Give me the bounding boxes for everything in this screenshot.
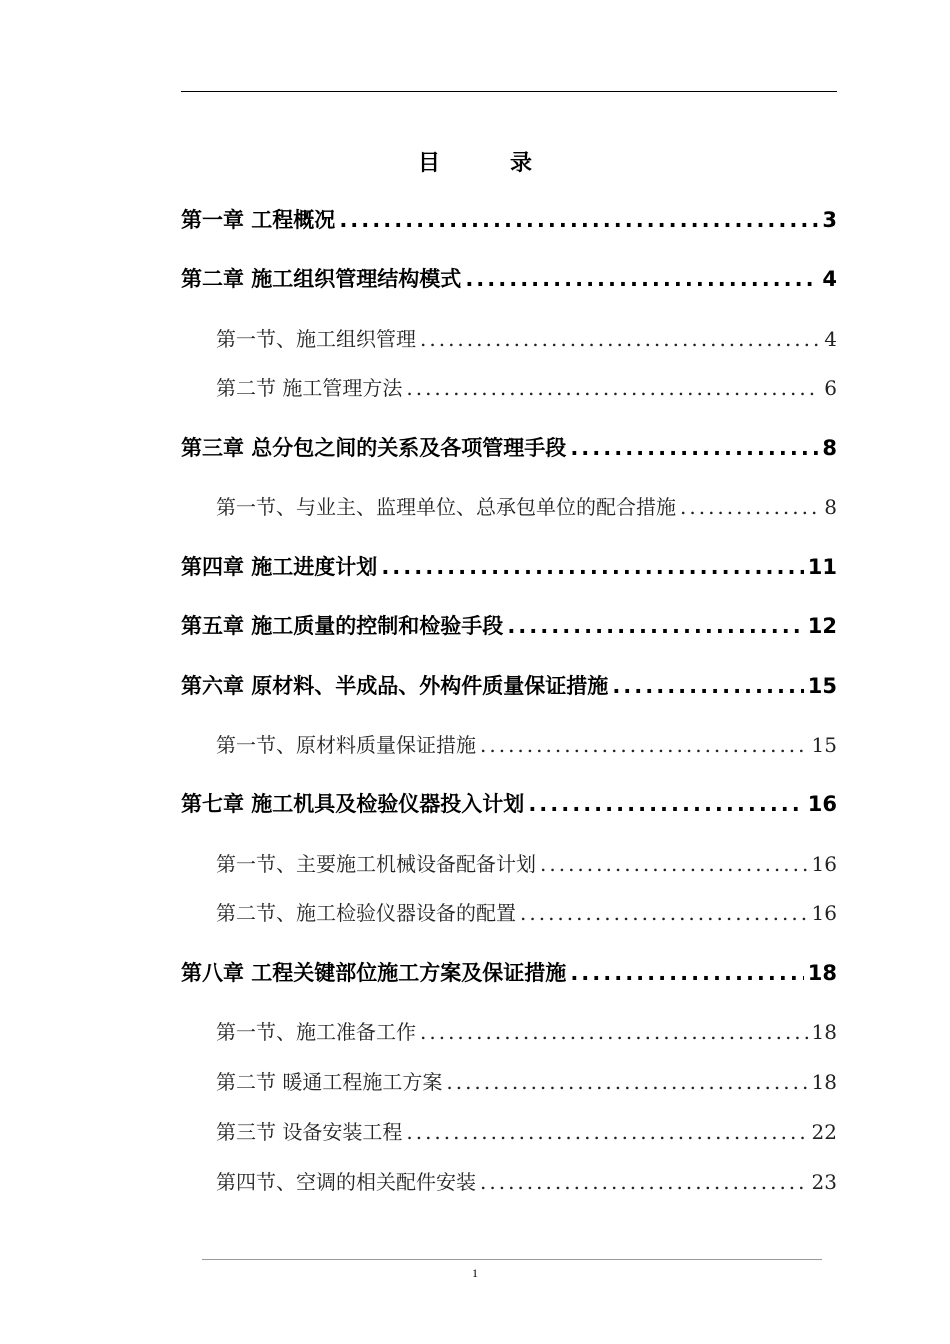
toc-entry-label: 第二节 暖通工程施工方案: [216, 1070, 443, 1094]
toc-entry-page: 8: [824, 495, 837, 519]
toc-entry[interactable]: [181, 1066, 837, 1098]
dot-leader: [680, 495, 820, 519]
toc-entry-label: 第一节、施工组织管理: [216, 327, 416, 351]
toc-entry-label: 第一节、原材料质量保证措施: [216, 733, 476, 757]
toc-entry[interactable]: [181, 848, 837, 880]
toc-entry-label: 第三章 总分包之间的关系及各项管理手段: [181, 436, 567, 460]
toc-entry-page: 16: [807, 792, 837, 816]
toc-entry[interactable]: [181, 1166, 837, 1198]
toc-entry-page: 3: [822, 208, 837, 232]
toc-entry-page: 6: [824, 376, 837, 400]
toc-title-char-1: 目: [417, 151, 440, 176]
toc-entry-page: 16: [811, 901, 837, 925]
toc-entry-label: 第一节、施工准备工作: [216, 1020, 416, 1044]
toc-entry-page: 18: [811, 1020, 837, 1044]
toc-entry-page: 18: [807, 961, 837, 985]
toc-entry-label: 第八章 工程关键部位施工方案及保证措施: [181, 961, 567, 985]
dot-leader: [406, 376, 820, 400]
toc-entry[interactable]: [181, 670, 837, 702]
footer-rule: [202, 1259, 822, 1260]
dot-leader: [446, 1070, 807, 1094]
toc-entry-label: 第一节、与业主、监理单位、总承包单位的配合措施: [216, 495, 676, 519]
toc-entry[interactable]: [181, 432, 837, 464]
header-rule: [181, 91, 837, 92]
toc-entry-page: 16: [811, 852, 837, 876]
dot-leader: [528, 792, 803, 816]
dot-leader: [406, 1120, 807, 1144]
dot-leader: [570, 961, 803, 985]
toc-entry-label: 第一节、主要施工机械设备配备计划: [216, 852, 536, 876]
toc-entry[interactable]: [181, 372, 837, 404]
toc-entry[interactable]: [181, 788, 837, 820]
toc-entry[interactable]: [181, 957, 837, 989]
toc-entry-page: 8: [822, 436, 837, 460]
dot-leader: [520, 901, 808, 925]
dot-leader: [507, 614, 803, 638]
toc-entry-page: 22: [811, 1120, 837, 1144]
dot-leader: [540, 852, 808, 876]
dot-leader: [480, 733, 808, 757]
toc-entry-label: 第五章 施工质量的控制和检验手段: [181, 614, 504, 638]
toc-entry-page: 4: [822, 267, 837, 291]
toc-entry[interactable]: [181, 1116, 837, 1148]
toc-title: [0, 146, 950, 177]
toc-entry-label: 第二章 施工组织管理结构模式: [181, 267, 462, 291]
toc-entry[interactable]: [181, 263, 837, 295]
toc-entry-label: 第二节 施工管理方法: [216, 376, 403, 400]
toc-entry-page: 11: [807, 555, 837, 579]
toc-entry-label: 第七章 施工机具及检验仪器投入计划: [181, 792, 525, 816]
toc-entry-page: 23: [811, 1170, 837, 1194]
toc-entry[interactable]: [181, 610, 837, 642]
page-number: 1: [472, 1266, 478, 1280]
toc-entry[interactable]: [181, 551, 837, 583]
toc-title-char-2: 录: [510, 151, 533, 176]
toc-entry-label: 第二节、施工检验仪器设备的配置: [216, 901, 516, 925]
toc-entry-page: 15: [811, 733, 837, 757]
toc-entry-page: 12: [807, 614, 837, 638]
dot-leader: [381, 555, 803, 579]
dot-leader: [570, 436, 818, 460]
dot-leader: [480, 1170, 808, 1194]
toc-entry-label: 第六章 原材料、半成品、外构件质量保证措施: [181, 674, 609, 698]
dot-leader: [339, 208, 818, 232]
dot-leader: [420, 1020, 808, 1044]
toc-entry-label: 第四节、空调的相关配件安装: [216, 1170, 476, 1194]
toc-entry[interactable]: [181, 1016, 837, 1048]
toc-entry[interactable]: [181, 491, 837, 523]
dot-leader: [612, 674, 803, 698]
dot-leader: [465, 267, 818, 291]
dot-leader: [420, 327, 820, 351]
toc-entry[interactable]: [181, 897, 837, 929]
toc-entry[interactable]: [181, 729, 837, 761]
toc-entry-page: 18: [811, 1070, 837, 1094]
toc-entry[interactable]: [181, 323, 837, 355]
toc-entry-page: 15: [807, 674, 837, 698]
toc-entry-label: 第四章 施工进度计划: [181, 555, 378, 579]
toc-entry-page: 4: [824, 327, 837, 351]
toc-entry[interactable]: [181, 204, 837, 236]
toc-entry-label: 第三节 设备安装工程: [216, 1120, 403, 1144]
toc-entry-label: 第一章 工程概况: [181, 208, 336, 232]
